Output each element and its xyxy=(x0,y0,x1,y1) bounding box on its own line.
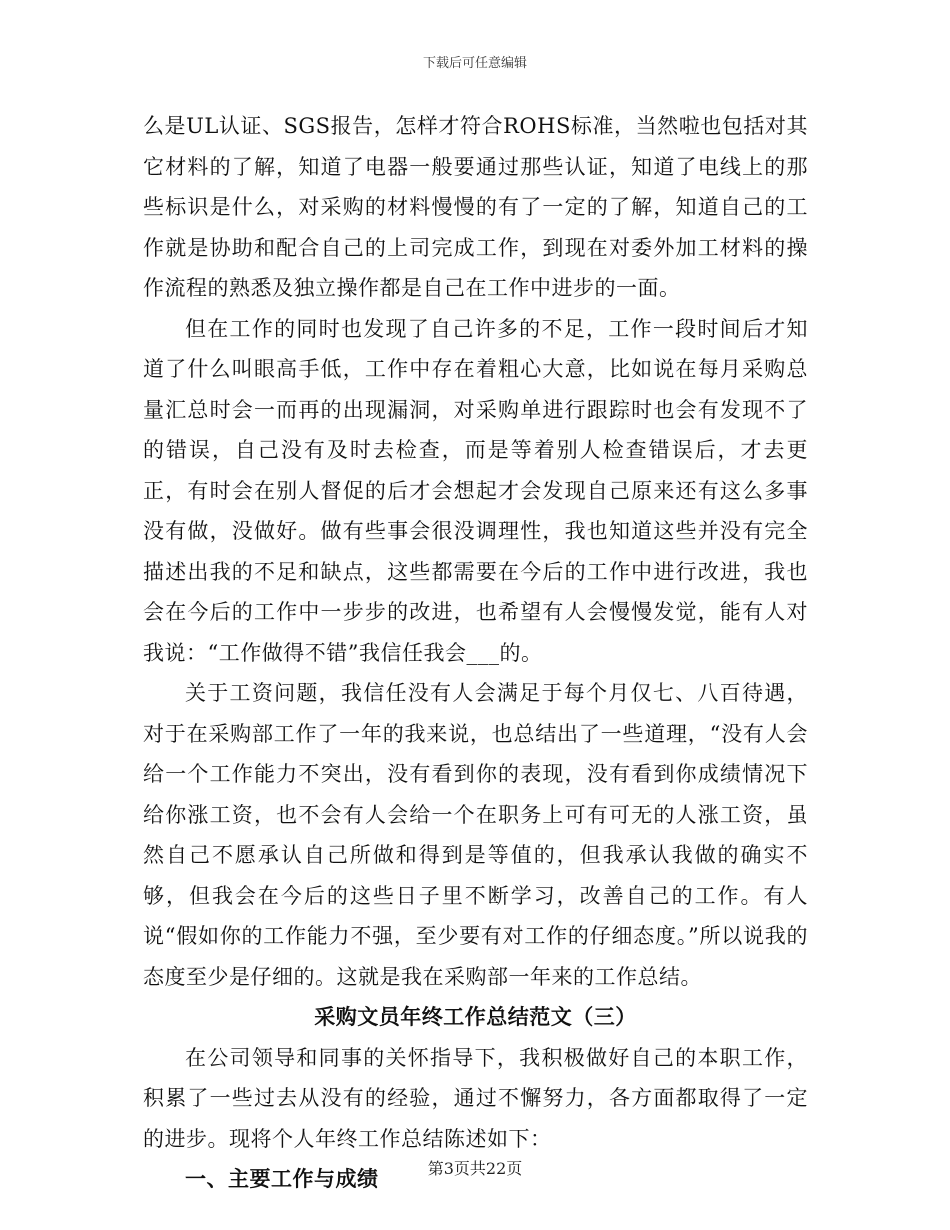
header-note: 下载后可任意编辑 xyxy=(422,56,527,71)
section-title: 采购文员年终工作总结范文（三） xyxy=(314,1004,637,1029)
document-body xyxy=(143,106,808,1200)
paragraph-continuation: 么是UL认证、SGS报告，怎样才符合ROHS标准，当然啦也包括对其它材料的了解，知道了电器一般要通过那些认证，知道了电线上的那些标识是什么，对采购的材料慢慢的有了一定的了解，知道自己的工作就是协助和配合自己的上司完成工作，到现在对委外加工材料的操作流程的熟悉及独立操作都是自己在工作中进步的一面。 xyxy=(143,114,808,300)
paragraph-intro: 在公司领导和同事的关怀指导下，我积极做好自己的本职工作，积累了一些过去从没有的经验，通过不懈努力，各方面都取得了一定的进步。现将个人年终工作总结陈述如下： xyxy=(143,1045,808,1151)
paragraph-shortcomings: 但在工作的同时也发现了自己许多的不足，工作一段时间后才知道了什么叫眼高手低，工作中存在着粗心大意，比如说在每月采购总量汇总时会一而再的出现漏洞，对采购单进行跟踪时也会有发现不了的错误，自己没有及时去检查，而是等着别人检查错误后，才去更正，有时会在别人督促的后才会想起才会发现自己原来还有这么多事没有做，没做好。做有些事会很没调理性，我也知道这些并没有完全描述出我的不足和缺点，这些都需要在今后的工作中进行改进，我也会在今后的工作中一步步的改进，也希望有人会慢慢发觉，能有人对我说：“工作做得不错”我信任我会___的。 xyxy=(143,316,808,665)
paragraph-salary: 关于工资问题，我信任没有人会满足于每个月仅七、八百待遇，对于在采购部工作了一年的我来说，也总结出了一些道理，“没有人会给一个工作能力不突出，没有看到你的表现，没有看到你成绩情况下给你涨工资，也不会有人会给一个在职务上可有可无的人涨工资，虽然自己不愿承认自己所做和得到是等值的，但我承认我做的确实不够，但我会在今后的这些日子里不断学习，改善自己的工作。有人说“假如你的工作能力不强，至少要有对工作的仔细态度。”所以说我的态度至少是仔细的。这就是我在采购部一年来的工作总结。 xyxy=(143,681,808,989)
page-number: 第3页共22页 xyxy=(427,1159,523,1178)
sub-heading: 一、主要工作与成绩 xyxy=(185,1166,379,1191)
